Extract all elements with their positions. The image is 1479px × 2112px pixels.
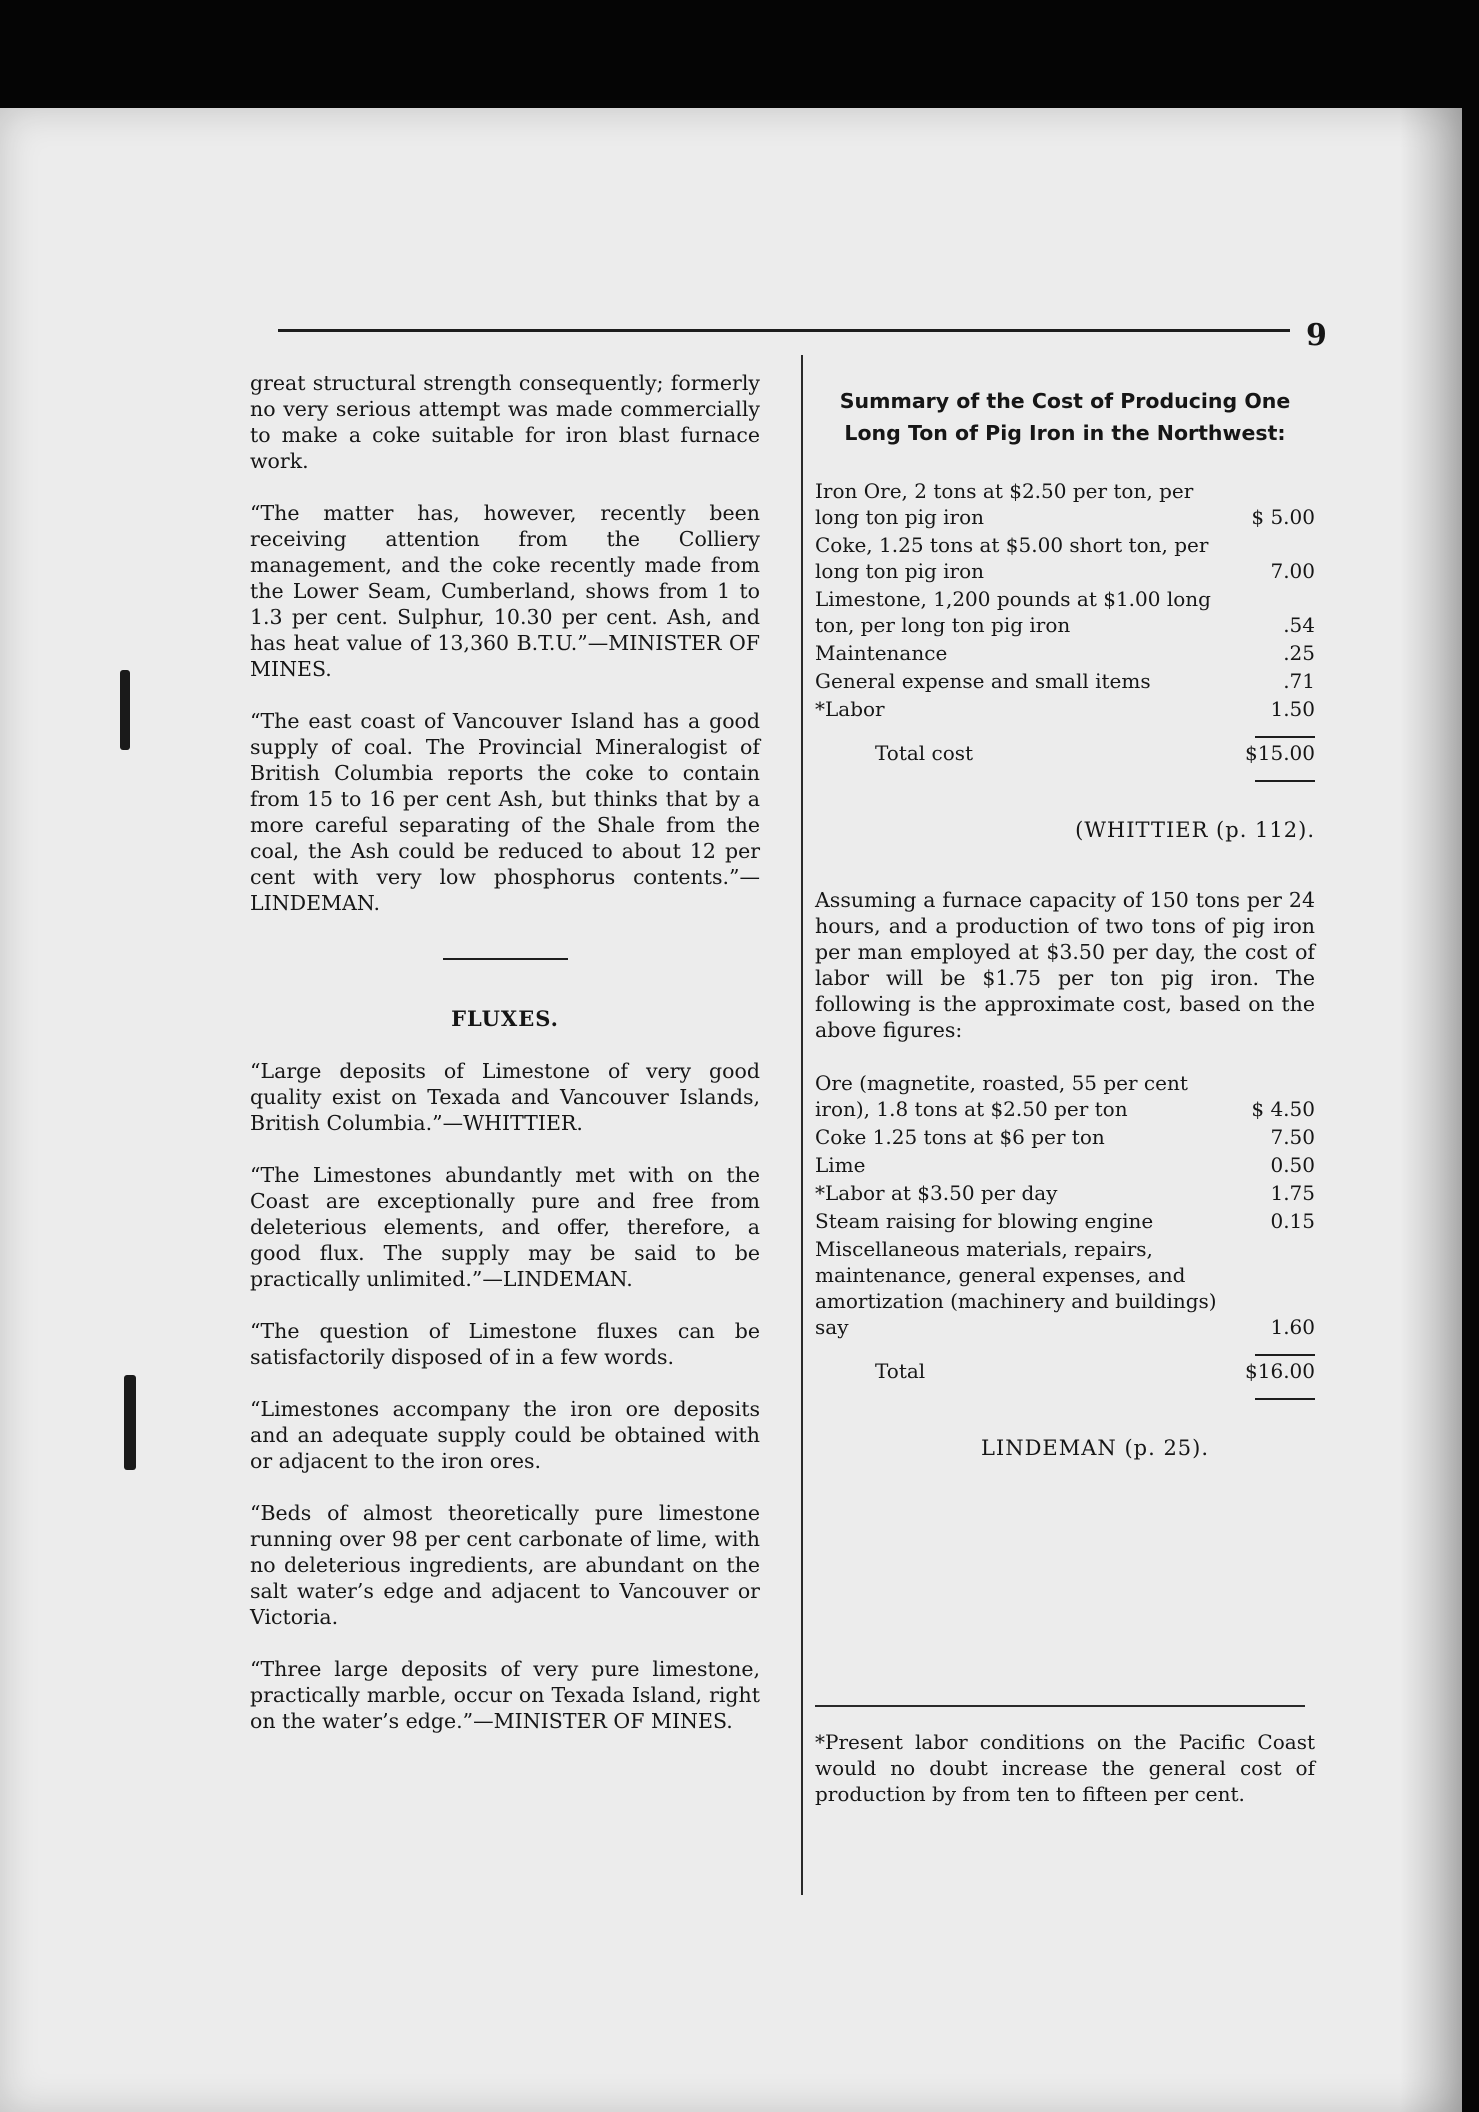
cost-item: Steam raising for blowing engine [815, 1209, 1154, 1233]
citation: (WHITTIER (p. 112). [1075, 818, 1315, 842]
table-row [815, 1123, 1315, 1151]
footnote: *Present labor conditions on the Pacific Coast would no doubt increase the general cost of production by from ten to fifteen per cent. [815, 1730, 1315, 1806]
paragraph: “The matter has, however, recently been receiving attention from the Colliery management, and the coke recently made from the Lower Seam, Cumberland, shows from 1 to 1.3 per cent. Sulphur, 10.30 per cent. Ash, and has heat value of 13,360 B.T.U.”—MINISTER OF MINES. [250, 501, 760, 681]
cost-item: Miscellaneous materials, repairs, maintenance, general expenses, and amortization (machinery and buildings) say [815, 1237, 1217, 1339]
footnote-rule [815, 1705, 1305, 1707]
table-row [815, 1235, 1315, 1341]
cost-amount: .25 [1283, 641, 1315, 665]
paragraph: “The east coast of Vancouver Island has a good supply of coal. The Provincial Mineralogist of British Columbia reports the coke to contain from 15 to 16 per cent Ash, but thinks that by a more careful separating of the Shale from the coal, the Ash could be reduced to about 12 per cent with very low phosphorus contents.”—LINDEMAN. [250, 709, 760, 915]
cost-amount: 7.00 [1270, 559, 1315, 583]
total-rule [1255, 1354, 1315, 1356]
cost-item: Limestone, 1,200 pounds at $1.00 long ton, per long ton pig iron [815, 587, 1211, 637]
cost-amount: 1.60 [1270, 1315, 1315, 1339]
citation: LINDEMAN (p. 25). [980, 1436, 1210, 1460]
paragraph: “Large deposits of Limestone of very good quality exist on Texada and Vancouver Islands, British Columbia.”—WHITTIER. [250, 1059, 760, 1135]
cost-item: Maintenance [815, 641, 948, 665]
table-row [815, 1069, 1315, 1123]
column-divider [801, 355, 803, 1895]
cost-item: Coke, 1.25 tons at $5.00 short ton, per long ton pig iron [815, 533, 1209, 583]
total-rule [1255, 780, 1315, 782]
table-row [815, 639, 1315, 667]
cost-item: *Labor [815, 697, 885, 721]
total-rule [1255, 736, 1315, 738]
cost-amount: $ 5.00 [1251, 505, 1315, 529]
cost-amount: 0.15 [1270, 1209, 1315, 1233]
table-row [815, 1151, 1315, 1179]
total-label: Total [875, 1359, 926, 1383]
total-amount: $16.00 [1245, 1359, 1315, 1383]
spacer [815, 1505, 1315, 1705]
total-label: Total cost [875, 741, 974, 765]
paragraph: “The question of Limestone fluxes can be satisfactorily disposed of in a few words. [250, 1319, 760, 1369]
binding-mark-2 [124, 1375, 136, 1470]
total-amount: $15.00 [1245, 741, 1315, 765]
table-row [815, 1207, 1315, 1235]
cost-table-lindeman [815, 1069, 1315, 1401]
paragraph: Assuming a furnace capacity of 150 tons per 24 hours, and a production of two tons of pig iron per man employed at $3.50 per day, the cost of labor will be $1.75 per ton pig iron. The following is the approximate cost, based on the above figures: [815, 888, 1315, 1042]
table-row [815, 585, 1315, 639]
page-edge-shadow [1400, 108, 1462, 2112]
cost-table-whittier [815, 477, 1315, 783]
total-rule-row [815, 723, 1315, 739]
paragraph: “Three large deposits of very pure limestone, practically marble, occur on Texada Island, right on the water’s edge.”—MINISTER OF MINES. [250, 1657, 760, 1733]
right-column [815, 385, 1315, 1807]
total-rule-row [815, 767, 1315, 783]
cost-amount: 1.75 [1270, 1181, 1315, 1205]
cost-amount: 0.50 [1270, 1153, 1315, 1177]
cost-amount: .54 [1283, 613, 1315, 637]
section-heading: FLUXES. [451, 1006, 559, 1031]
cost-item: Lime [815, 1153, 866, 1177]
cost-item: Coke 1.25 tons at $6 per ton [815, 1125, 1105, 1149]
total-rule-row [815, 1385, 1315, 1401]
page-number: 9 [1306, 318, 1327, 353]
total-row [815, 739, 1315, 767]
table-row [815, 667, 1315, 695]
table-row [815, 531, 1315, 585]
paragraph: “Beds of almost theoretically pure limestone running over 98 per cent carbonate of lime, with no deleterious ingredients, are abundant on the salt water’s edge and adjacent to Vancouver or Victoria. [250, 1501, 760, 1629]
section-rule [443, 958, 568, 960]
cost-item: Iron Ore, 2 tons at $2.50 per ton, per long ton pig iron [815, 479, 1194, 529]
cost-amount: 7.50 [1270, 1125, 1315, 1149]
table-row [815, 477, 1315, 531]
total-row [815, 1357, 1315, 1385]
paragraph: great structural strength consequently; formerly no very serious attempt was made commercially to make a coke suitable for iron blast furnace work. [250, 371, 760, 473]
cost-summary-title: Summary of the Cost of Producing One Long Ton of Pig Iron in the Northwest: [839, 389, 1291, 445]
table-row [815, 695, 1315, 723]
cost-item: Ore (magnetite, roasted, 55 per cent iron), 1.8 tons at $2.50 per ton [815, 1071, 1188, 1121]
paragraph: “Limestones accompany the iron ore deposits and an adequate supply could be obtained with or adjacent to the iron ores. [250, 1397, 760, 1473]
header-rule [278, 329, 1290, 332]
cost-amount: $ 4.50 [1251, 1097, 1315, 1121]
cost-item: General expense and small items [815, 669, 1151, 693]
paragraph: “The Limestones abundantly met with on the Coast are exceptionally pure and free from deleterious elements, and offer, therefore, a good flux. The supply may be said to be practically unlimited.”—LINDEMAN. [250, 1163, 760, 1291]
total-rule [1255, 1398, 1315, 1400]
left-column [250, 370, 760, 1760]
total-rule-row [815, 1341, 1315, 1357]
table-row [815, 1179, 1315, 1207]
cost-item: *Labor at $3.50 per day [815, 1181, 1058, 1205]
cost-amount: 1.50 [1270, 697, 1315, 721]
cost-amount: .71 [1283, 669, 1315, 693]
binding-mark-1 [120, 670, 130, 750]
